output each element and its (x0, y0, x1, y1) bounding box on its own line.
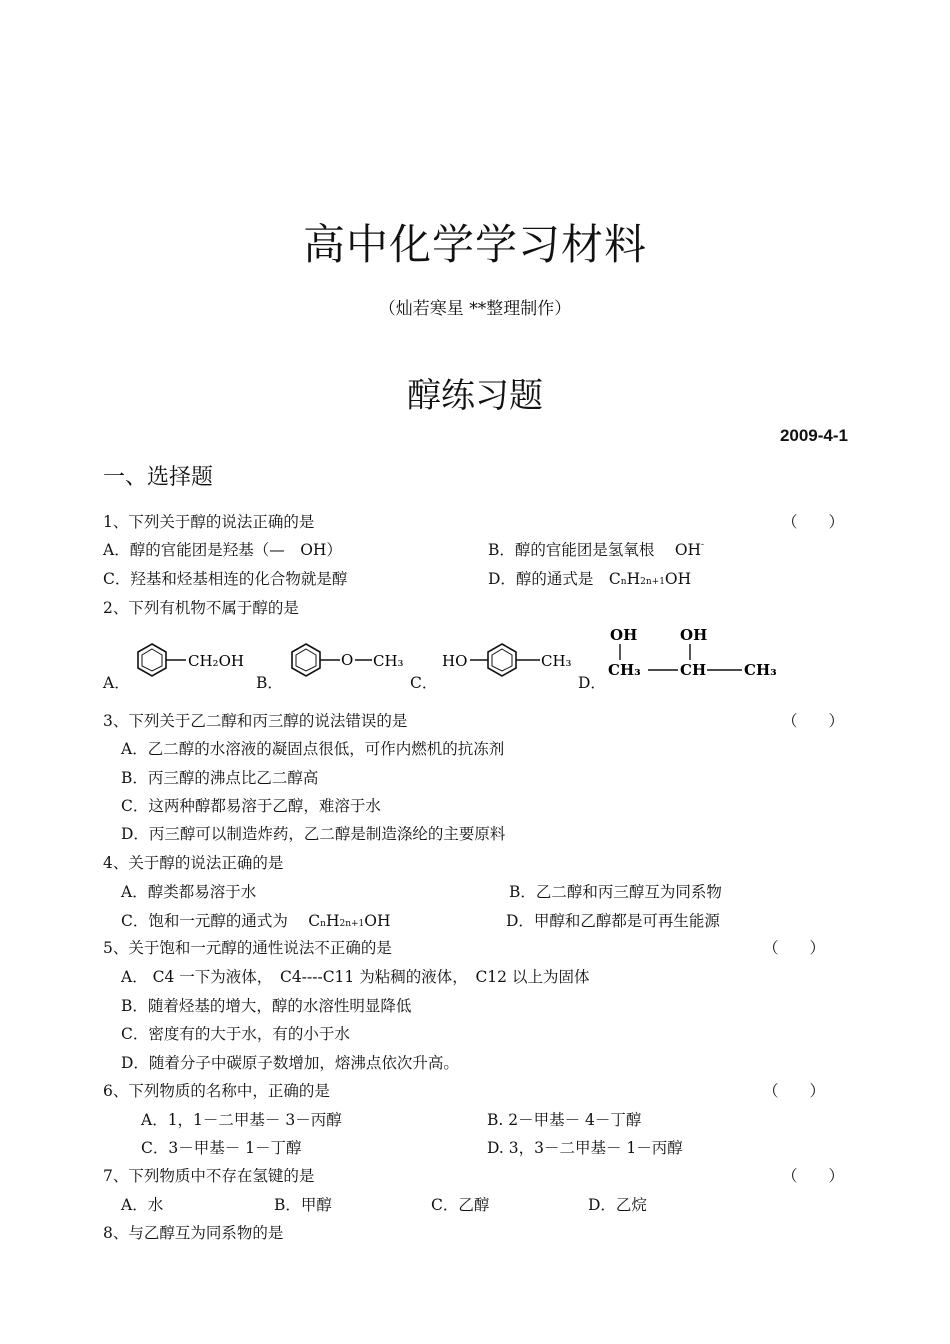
structure-b-anisole (282, 638, 412, 686)
question-3-answer-blank: （ ） (782, 712, 845, 730)
question-3-option-b: B．丙三醇的沸点比乙二醇高 (121, 769, 319, 787)
question-1-option-c: C．羟基和烃基相连的化合物就是醇 (103, 570, 348, 588)
question-5-option-c: C．密度有的大于水，有的小于水 (121, 1025, 350, 1043)
question-1-option-b: B．醇的官能团是氢氧根 OH- (488, 540, 705, 559)
structure-d-diol (604, 622, 794, 688)
question-6-option-c: C．3－甲基－ 1－丁醇 (141, 1139, 302, 1157)
question-1-answer-blank: （ ） (782, 513, 845, 531)
structure-b-oxygen: O (341, 651, 354, 669)
question-4-option-d: D．甲醇和乙醇都是可再生能源 (506, 912, 720, 930)
page-subtitle: （灿若寒星 **整理制作） (378, 299, 572, 319)
question-7-option-c: C．乙醇 (431, 1196, 490, 1214)
question-7-option-d: D．乙烷 (588, 1196, 647, 1214)
question-6-option-b: B. 2－甲基－ 4－丁醇 (487, 1111, 642, 1129)
question-8-stem: 8、与乙醇互为同系物的是 (103, 1224, 284, 1242)
structure-a-benzyl-alcohol (128, 638, 256, 686)
question-2-option-c: C． (410, 674, 438, 692)
question-5-option-d: D．随着分子中碳原子数增加，熔沸点依次升高。 (121, 1054, 459, 1072)
question-7-option-b: B．甲醇 (274, 1196, 332, 1214)
question-6-answer-blank: （ ） (763, 1082, 826, 1100)
structure-d-ch3-right: CH₃ (744, 661, 777, 679)
structure-a-group: CH₂OH (188, 652, 244, 670)
question-6-option-a: A．1，1－二甲基－ 3－丙醇 (141, 1111, 342, 1129)
question-5-option-a: A． C4 一下为液体， C4----C11 为粘稠的液体， C12 以上为固体 (121, 968, 590, 986)
question-5-option-b: B．随着烃基的增大，醇的水溶性明显降低 (121, 997, 412, 1015)
question-2-option-a: A． (103, 674, 130, 692)
section-heading: 一、选择题 (103, 465, 214, 490)
question-2-stem: 2、下列有机物不属于醇的是 (103, 599, 299, 617)
question-4-stem: 4、关于醇的说法正确的是 (103, 854, 284, 872)
question-3-option-a: A．乙二醇的水溶液的凝固点很低，可作内燃机的抗冻剂 (121, 740, 505, 758)
structure-c-methyl: CH₃ (541, 652, 572, 670)
question-3-option-d: D．丙三醇可以制造炸药，乙二醇是制造涤纶的主要原料 (121, 825, 506, 843)
structure-d-ch: CH (680, 661, 707, 679)
structure-c-p-cresol (440, 638, 580, 686)
structure-d-ch3-left: CH₃ (608, 661, 641, 679)
structure-d-hydroxyl-1: OH (610, 626, 638, 644)
question-7-stem: 7、下列物质中不存在氢键的是 (103, 1167, 315, 1185)
structure-d-hydroxyl-2: OH (680, 626, 708, 644)
question-7-answer-blank: （ ） (782, 1167, 845, 1185)
question-1-stem: 1、下列关于醇的说法正确的是 (103, 513, 315, 531)
question-5-stem: 5、关于饱和一元醇的通性说法不正确的是 (103, 939, 392, 957)
document-date: 2009-4-1 (779, 426, 848, 445)
question-6-option-d: D. 3，3－二甲基－ 1－丙醇 (487, 1139, 683, 1157)
structure-b-group: CH₃ (373, 652, 404, 670)
question-1-option-a: A．醇的官能团是羟基（— OH） (103, 541, 342, 559)
question-6-stem: 6、下列物质的名称中，正确的是 (103, 1082, 330, 1100)
question-1-option-d: D．醇的通式是 CnH2n+1OH (488, 570, 692, 588)
question-2-option-d: D． (578, 674, 606, 692)
question-4-option-b: B．乙二醇和丙三醇互为同系物 (509, 883, 722, 901)
question-2-option-b: B． (256, 674, 283, 692)
exercise-heading: 醇练习题 (407, 376, 543, 416)
question-4-option-c: C．饱和一元醇的通式为 CnH2n+1OH (121, 912, 391, 930)
question-3-option-c: C．这两种醇都易溶于乙醇，难溶于水 (121, 797, 381, 815)
question-3-stem: 3、下列关于乙二醇和丙三醇的说法错误的是 (103, 712, 408, 730)
question-4-option-a: A．醇类都易溶于水 (121, 883, 257, 901)
page-title: 高中化学学习材料 (302, 220, 647, 269)
question-5-answer-blank: （ ） (763, 939, 826, 957)
question-7-option-a: A．水 (121, 1196, 164, 1214)
structure-c-hydroxyl: HO (442, 652, 468, 670)
